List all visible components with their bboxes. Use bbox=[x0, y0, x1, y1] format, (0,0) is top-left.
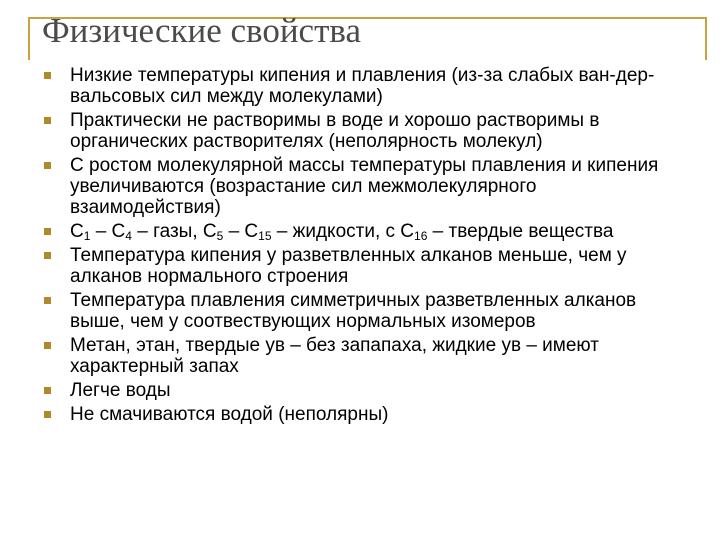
square-bullet-icon bbox=[44, 72, 51, 79]
formula-part: – C bbox=[90, 221, 126, 242]
bullet-text: Не смачиваются водой (неполярны) bbox=[70, 404, 389, 425]
bullet-text: Температура кипения у разветвленных алканов меньше, чем у алканов нормального строения bbox=[70, 245, 627, 287]
subscript: 15 bbox=[258, 229, 272, 243]
formula-part: – твердые вещества bbox=[427, 221, 614, 242]
bullet-item bbox=[0, 110, 720, 152]
bullet-item bbox=[0, 380, 720, 401]
bullet-text: Практически не растворимы в воде и хорошо растворимы в органических растворителях (неполярность молекул) bbox=[70, 110, 600, 152]
bullet-item bbox=[0, 335, 720, 377]
formula-part: – C bbox=[223, 221, 259, 242]
square-bullet-icon bbox=[44, 297, 51, 304]
bullet-text: Низкие температуры кипения и плавления (из-за слабых ван-дер-вальсовых сил между молекулами) bbox=[70, 65, 655, 107]
bullet-text-formula bbox=[70, 221, 613, 242]
subscript: 1 bbox=[83, 229, 91, 243]
subscript: 5 bbox=[216, 229, 224, 243]
bullet-text: Температура плавления симметричных разветвленных алканов выше, чем у соотвествующих нормальных изомеров bbox=[70, 290, 637, 332]
bullet-item bbox=[0, 221, 720, 242]
bullet-item bbox=[0, 404, 720, 425]
slide-title: Физические свойства bbox=[42, 11, 361, 50]
square-bullet-icon bbox=[44, 411, 51, 418]
title-frame-right-border bbox=[705, 17, 707, 60]
title-frame-left-border bbox=[28, 17, 30, 60]
bullet-item bbox=[0, 290, 720, 332]
bullet-item bbox=[0, 155, 720, 218]
square-bullet-icon bbox=[44, 342, 51, 349]
square-bullet-icon bbox=[44, 162, 51, 169]
bullet-item bbox=[0, 245, 720, 287]
formula-part: – жидкости, с C bbox=[271, 221, 415, 242]
subscript: 16 bbox=[414, 229, 428, 243]
square-bullet-icon bbox=[44, 228, 51, 235]
square-bullet-icon bbox=[44, 252, 51, 259]
bullet-list bbox=[0, 65, 720, 428]
formula-part: C bbox=[70, 221, 84, 242]
subscript: 4 bbox=[125, 229, 132, 243]
bullet-text: Легче воды bbox=[70, 380, 171, 401]
bullet-text: Метан, этан, твердые ув – без запапаха, жидкие ув – имеют характерный запах bbox=[70, 335, 599, 377]
square-bullet-icon bbox=[44, 387, 51, 394]
bullet-item bbox=[0, 65, 720, 107]
formula-part: – газы, C bbox=[131, 221, 217, 242]
square-bullet-icon bbox=[44, 117, 51, 124]
bullet-text: С ростом молекулярной массы температуры плавления и кипения увеличиваются (возрастание сил межмолекулярного взаимодействия) bbox=[70, 155, 659, 218]
